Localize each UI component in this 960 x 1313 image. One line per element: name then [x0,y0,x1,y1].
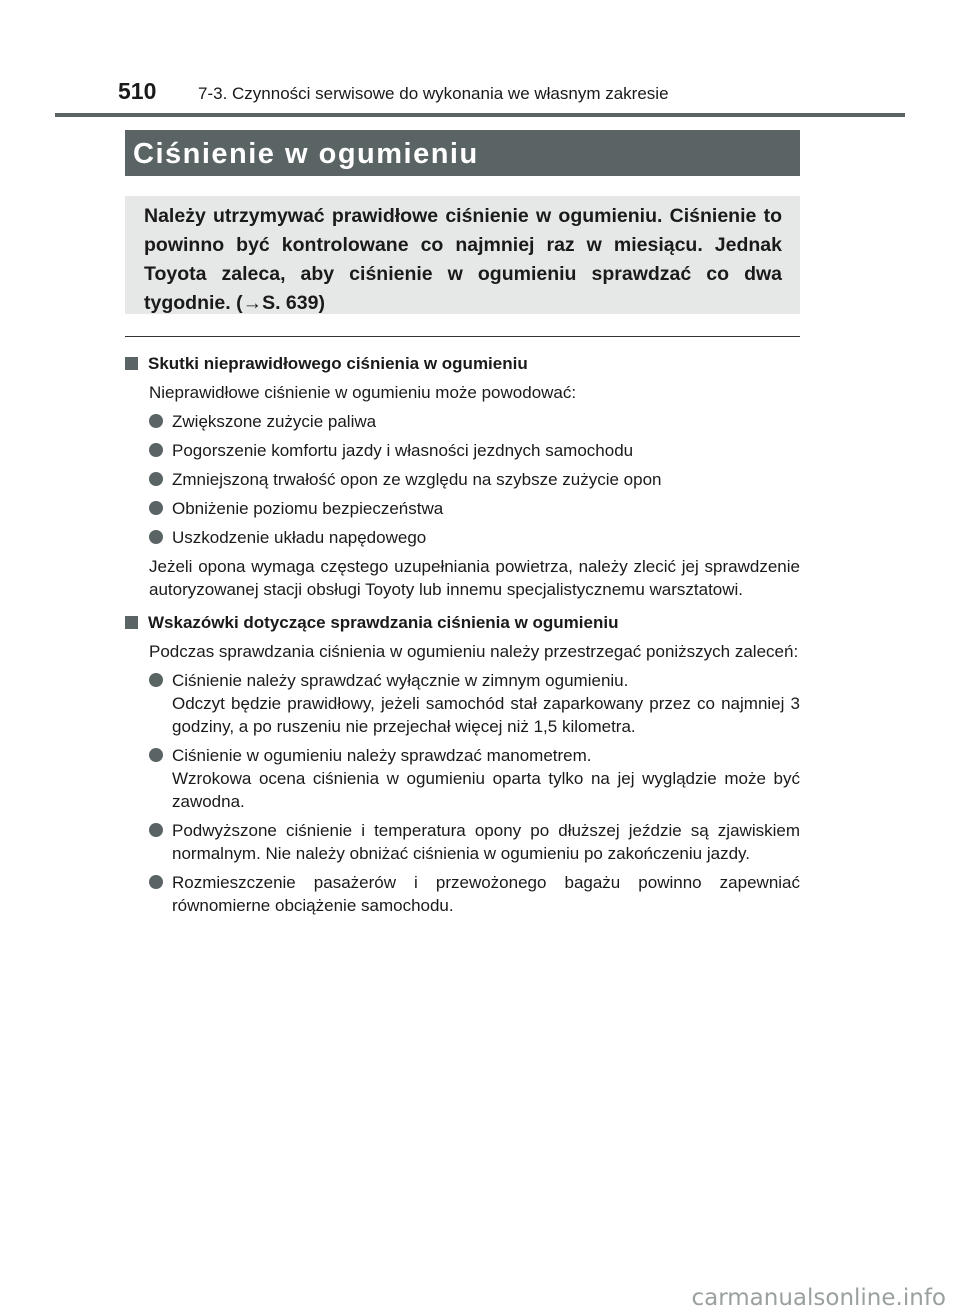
bullet-icon [149,530,163,544]
list-item: Ciśnienie należy sprawdzać wyłącznie w zimnym ogumieniu. Odczyt będzie prawidłowy, jeżeli samochód stał zaparkowany przez co najmniej 3 godziny, a po ruszeniu nie przejechał więcej niż 1,5 kilometra. [149,669,800,738]
section-effects [125,352,800,601]
bullet-icon [149,501,163,515]
bullet-icon [149,673,163,687]
bullet-list [125,669,800,917]
arrow-icon: → [242,292,263,314]
bullet-icon [149,472,163,486]
trailer-text: Jeżeli opona wymaga częstego uzupełniania powietrza, należy zlecić jej sprawdzenie autoryzowanej stacji obsługi Toyoty lub innemu specjalistycznemu warsztatowi. [149,557,800,599]
page-reference-link[interactable]: S. 639) [262,292,325,314]
page-number: 510 [118,78,157,104]
list-item: Rozmieszczenie pasażerów i przewożonego bagażu powinno zapewniać równomierne obciążenie samochodu. [149,871,800,917]
square-bullet-icon [125,357,138,370]
page-title: Ciśnienie w ogumieniu [125,130,800,176]
heading-text: Wskazówki dotyczące sprawdzania ciśnienia w ogumieniu [148,613,619,632]
divider [125,336,800,337]
square-bullet-icon [125,616,138,629]
bullet-icon [149,875,163,889]
bullet-list [125,410,800,549]
lead-text: Nieprawidłowe ciśnienie w ogumieniu może powodować: [149,383,577,402]
watermark: carmanualsonline.info [691,1285,946,1311]
section-heading [125,611,800,634]
section-reference: 7-3. Czynności serwisowe do wykonania we własnym zakresie [198,84,669,103]
lead-text: Podczas sprawdzania ciśnienia w ogumieniu należy przestrzegać poniższych zaleceń: [149,642,799,661]
intro-text: Należy utrzymywać prawidłowe ciśnienie w ogumieniu. Ciśnienie to powinno być kontrolowane co najmniej raz w miesiącu. Jednak Toyota zaleca, aby ciśnienie w ogumieniu sprawdzać co dwa tygodnie. ( [144,205,782,314]
heading-text: Skutki nieprawidłowego ciśnienia w ogumieniu [148,354,528,373]
section-heading [125,352,800,375]
section-tips [125,611,800,917]
bullet-icon [149,443,163,457]
header-rule [55,113,905,117]
content [125,346,800,917]
list-item: Zmniejszoną trwałość opon ze względu na szybsze zużycie opon [149,468,800,491]
bullet-icon [149,823,163,837]
list-item: Obniżenie poziomu bezpieczeństwa [149,497,800,520]
bullet-icon [149,414,163,428]
list-item: Ciśnienie w ogumieniu należy sprawdzać manometrem. Wzrokowa ocena ciśnienia w ogumieniu oparta tylko na jej wyglądzie może być zawodna. [149,744,800,813]
list-item: Uszkodzenie układu napędowego [149,526,800,549]
list-item: Podwyższone ciśnienie i temperatura opony po dłuższej jeździe są zjawiskiem normalnym. Nie należy obniżać ciśnienia w ogumieniu po zakończeniu jazdy. [149,819,800,865]
intro-box [125,196,800,314]
bullet-icon [149,748,163,762]
page-header [118,78,669,105]
list-item: Zwiększone zużycie paliwa [149,410,800,433]
list-item: Pogorszenie komfortu jazdy i własności jezdnych samochodu [149,439,800,462]
